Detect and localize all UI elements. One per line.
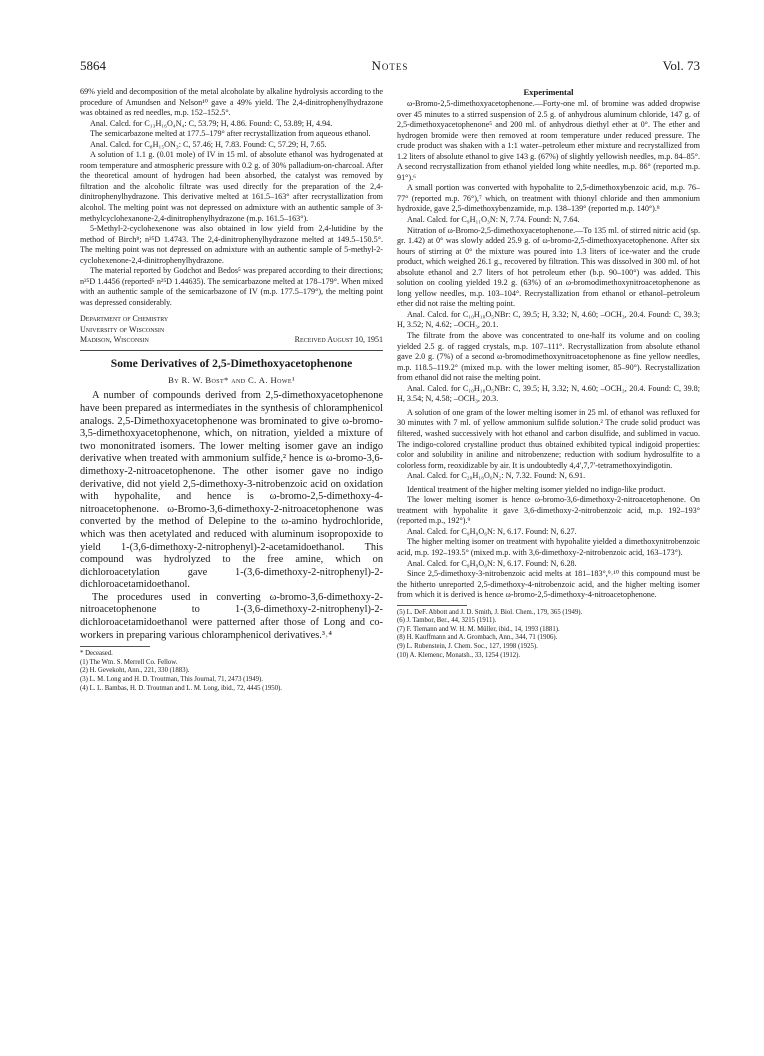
paragraph: The material reported by Godchot and Bedos⁵ was prepared according to their directions; n²⁵D 1.4456 (reported⁵ n²⁵D 1.44635). The semicarbazone melted at 178–179°. When mixed with an authentic sample of the semicarbazone of IV (m.p. 177.5–179°), the melting point was depressed considerably.	[80, 266, 383, 307]
paragraph: Since 2,5-dimethoxy-3-nitrobenzoic acid melts at 181–183°,⁹˒¹⁰ this compound must be the hitherto unreported 2,5-dimethoxy-4-nitrobenzoic acid, and the higher melting isomer from which it is derived is hence ω-bromo-2,5-dimethoxy-4-nitroacetophenone.	[397, 569, 700, 600]
divider	[80, 350, 383, 351]
footnote: (3) L. M. Long and H. D. Troutman, This Journal, 71, 2473 (1949).	[80, 676, 264, 684]
analysis-line: Anal. Calcd. for C₉H₉O₆N: N, 6.17. Found: N, 6.27.	[407, 526, 577, 536]
footnote: (7) F. Tiemann and W. H. M. Müller, ibid., 14, 1993 (1881).	[397, 625, 560, 633]
analysis-line: Anal. Calcd. for C₁₀H₁₀O₅NBr: C, 39.5; H, 3.32; N, 4.60; –OCH₃, 20.4. Found: C, 39.3; H, 3.52; N, 4.62; –OCH₃, 20.1.	[397, 309, 700, 330]
paragraph: 69% yield and decomposition of the metal alcoholate by alkaline hydrolysis according to the procedure of Amundsen and Nelson¹⁰ gave a 49% yield. The 2,4-dinitrophenylhydrazone was obtained as red needles, m.p. 152–152.5°.	[80, 87, 383, 118]
volume-label: Vol. 73	[662, 58, 700, 73]
section-name: Notes	[371, 58, 409, 73]
right-column	[397, 87, 700, 660]
article-title: Some Derivatives of 2,5-Dimethoxyacetophenone	[110, 357, 353, 371]
paragraph: The higher melting isomer on treatment with hypohalite yielded a dimethoxynitrobenzoic acid, m.p. 192–193.5° (mixed m.p. with 3,6-dimethoxy-2-nitrobenzoic acid, 163–173°).	[397, 537, 700, 557]
affiliation-line: Department of Chemistry	[80, 314, 169, 324]
analysis-line: Anal. Calcd. for C₂₀H₁₈O₆N₂: N, 7.32. Found: N, 6.91.	[407, 471, 586, 481]
affiliation-line	[80, 325, 383, 335]
footnote: (1) The Wm. S. Merrell Co. Fellow.	[80, 658, 178, 666]
analysis-line: Anal. Calcd. for C₁₃H₁₆O₄N₄: C, 53.79; H, 4.86. Found: C, 53.89; H, 4.94.	[90, 118, 333, 128]
affiliation-city: Madison, Wisconsin	[80, 335, 149, 345]
footnote: (6) J. Tambor, Ber., 44, 3215 (1911).	[397, 617, 497, 625]
analysis-line: Anal. Calcd. for C₉H₁₁O₃N: N, 7.74. Found: N, 7.64.	[407, 215, 580, 225]
left-column	[80, 87, 383, 693]
body-paragraph: A number of compounds derived from 2,5-dimethoxyacetophenone have been prepared as intermediates in the synthesis of chloramphenicol analogs. 2,5-Dimethoxyacetophenone was brominated to give ω-bromo-3,5-dimethoxyacetophenone, which, on nitration, yielded a mixture of two mononitrated isomers. The lower melting isomer gave an indigo derivative when treated with ammonium sulfide,² hence is ω-bromo-3,6-dimethoxy-2-nitroacetophenone. The other isomer gave no indigo derivative, did not yield 2,5-dimethoxy-3-nitrobenzoic acid on oxidation with hypohalite, and hence is ω-bromo-2,5-dimethoxy-4-nitroacetophenone. ω-Bromo-3,6-dimethoxy-2-nitroacetophenone was converted by the method of Delepine to the ω-amino hydrochloride, which was then acetylated and reduced with aluminum isopropoxide to yield 1-(3,6-dimethoxy-2-nitrophenyl)-2-acetamidoethanol. This compound was hydrolyzed to the free amine, which on dichloroacetylation gave 1-(3,6-dimethoxy-2-nitrophenyl)-2-dichloroacetamidoethanol.	[80, 390, 383, 591]
body-paragraph: The procedures used in converting ω-bromo-3,6-dimethoxy-2-nitroacetophenone to 1-(3,6-dimethoxy-2-nitrophenyl)-2-dichloroacetamidoethanol were patterned after those of Long and co-workers in preparing various chloramphenicol derivatives.³˒⁴	[80, 591, 383, 641]
footnote: * Deceased.	[80, 650, 113, 658]
affiliation-university: University of Wisconsin	[80, 324, 165, 334]
byline: By R. W. Bost* and C. A. Howe¹	[168, 375, 295, 386]
paragraph: ω-Bromo-2,5-dimethoxyacetophenone.—Forty-one ml. of bromine was added dropwise over 45 minutes to a stirred suspension of 2.5 g. of anhydrous aluminum chloride, 147 g. of 2,5-dimethoxyacetophenone⁵ and 200 ml. of anhydrous diethyl ether at 0°. The ether and hydrogen bromide were then removed at room temperature under reduced pressure. The crude product was shaken with a 1:1 water–petroleum ether mixture and recrystallized from 1.2 liters of absolute ethanol to give 143 g. (67%) of slightly yellowish needles, m.p. 84–85°. A second recrystallization from ethanol yielded long white needles, m.p. 86° (reported m.p. 91°).⁶	[397, 99, 700, 182]
footnote: (4) L. L. Bambas, H. D. Troutman and L. M. Long, ibid., 72, 4445 (1950).	[80, 684, 283, 692]
analysis-line: Anal. Calcd. for C₁₀H₁₀O₅NBr: C, 39.5; H, 3.32; N, 4.60; –OCH₃, 20.4. Found: C, 39.8; H, 3.54; N, 4.58; –OCH₃, 20.3.	[397, 383, 700, 404]
footnote-divider	[397, 605, 467, 606]
paragraph: 5-Methyl-2-cyclohexenone was also obtained in low yield from 2,4-lutidine by the method of Birch⁸; n²⁵D 1.4743. The 2,4-dinitrophenylhydrazone melted at 149.5–150.5°. The melting point was not depressed on admixture with an authentic sample of 5-methyl-2-cyclohexenone-2,4-dinitrophenylhydrazone.	[80, 224, 383, 265]
paragraph: The lower melting isomer is hence ω-bromo-3,6-dimethoxy-2-nitroacetophenone. On treatment with hypohalite it gave 3,6-dimethoxy-2-nitrobenzoic acid, m.p. 192–193° (reported m.p., 192°).⁹	[397, 495, 700, 526]
paragraph: Identical treatment of the higher melting isomer yielded no indigo-like product.	[407, 484, 666, 494]
running-header	[80, 58, 700, 74]
footnote: (9) L. Rubenstein, J. Chem. Soc., 127, 1998 (1925).	[397, 643, 538, 651]
paragraph: The filtrate from the above was concentrated to one-half its volume and on cooling yielded 2.5 g. of ragged crystals, m.p. 107–111°. Recrystallization from absolute ethanol gave 2.0 g. (7%) of a second ω-bromodimethoxynitroacetophenone as fine yellow needles, m.p. 118.5–119.2° (mixed m.p. with the lower melting isomer, 85–90°). Recrystallization from ethanol did not raise the melting point.	[397, 331, 700, 383]
page-number: 5864	[80, 58, 106, 73]
paragraph: Nitration of ω-Bromo-2,5-dimethoxyacetophenone.—To 135 ml. of stirred nitric acid (sp. gr. 1.42) at 0° was slowly added 25.9 g. of ω-bromo-2,5-dimethoxyacetophenone. After six hours of stirring at 0° the mixture was poured into 1.3 liters of ice-water and the crude product, which weighed 26.1 g., recovered by filtration. This was dissolved in 300 ml. of hot absolute ethanol and 2.7 liters of hot petroleum ether (b.p. 90–100°) was added. This solution on cooling yielded 19.2 g. (63%) of an ω-bromodimethoxynitroacetophenone as long yellow needles, m.p. 103–104°. Recrystallization from ethanol or ethanol–petroleum ether did not raise the melting point.	[397, 225, 700, 309]
footnote: (8) H. Kauffmann and A. Grombach, Ann., 344, 71 (1906).	[397, 634, 558, 642]
footnote: (5) L. DeF. Abbott and J. D. Smith, J. Biol. Chem., 179, 365 (1949).	[397, 608, 583, 616]
received-date: Received August 10, 1951	[294, 335, 383, 345]
paragraph: A solution of 1.1 g. (0.01 mole) of IV in 15 ml. of absolute ethanol was hydrogenated at room temperature and atmospheric pressure with 0.2 g. of 30% palladium-on-charcoal. After the theoretical amount of hydrogen had been absorbed, the catalyst was removed by filtration and the alcoholic filtrate was used directly for the preparation of the 2,4-dinitrophenylhydrazone. This derivative melted at 161.5–163° after recrystallization from alcohol. The melting point was not depressed on admixture with an authentic sample of 3-methylcyclohexanone-2,4-dinitrophenylhydrazone (m.p. 161.5–163°).	[80, 150, 383, 223]
analysis-line: Anal. Calcd. for C₉H₉O₆N: N, 6.17. Found: N, 6.28.	[407, 558, 577, 568]
section-heading: Experimental	[523, 87, 574, 97]
paragraph: A solution of one gram of the lower melting isomer in 25 ml. of ethanol was refluxed for 30 minutes with 7 ml. of yellow ammonium sulfide solution.² The crude solid product was filtered, washed successively with hot ethanol and carbon disulfide, and sublimed in vacuo. The indigo-colored crystalline product thus obtained exhibited typical indigoid properties: color and solubility in aniline and nitrobenzene; reduction with sodium hydrosulfite to a colorless form, reoxidizable by air. It is undoubtedly 4,4′,7,7′-tetramethoxyindigotin.	[397, 407, 700, 470]
affiliation-row	[80, 335, 383, 345]
footnote: (2) H. Gevekoht, Ann., 221, 330 (1883).	[80, 667, 190, 675]
footnote-divider	[80, 646, 150, 647]
paragraph: A small portion was converted with hypohalite to 2,5-dimethoxybenzoic acid, m.p. 76–77° (reported m.p. 76°),⁷ which, on treatment with thionyl chloride and then ammonium hydroxide, gave 2,5-dimethoxybenzamide, m.p. 138–139° (reported m.p. 140°).⁸	[397, 183, 700, 214]
analysis-line: Anal. Calcd. for C₈H₁₅ON₃: C, 57.46; H, 7.83. Found: C, 57.29; H, 7.65.	[90, 139, 327, 149]
footnote: (10) A. Klemenc, Monatsh., 33, 1254 (1912).	[397, 651, 521, 659]
paragraph: The semicarbazone melted at 177.5–179° after recrystallization from aqueous ethanol.	[90, 129, 371, 139]
